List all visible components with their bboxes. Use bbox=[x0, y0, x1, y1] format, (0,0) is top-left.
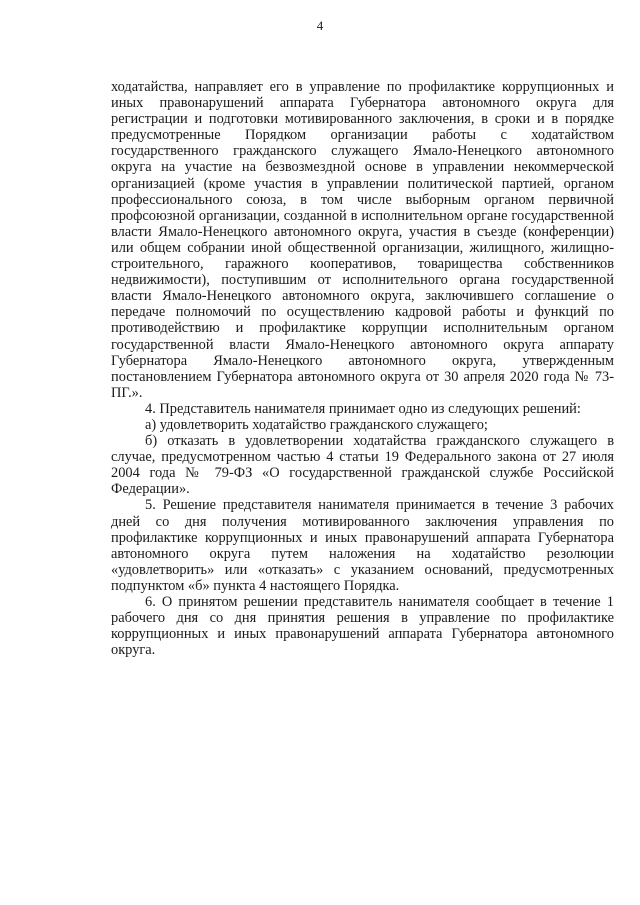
paragraph-item-6: 6. О принятом решении представитель нанимателя сообщает в течение 1 рабочего дня со дня принятия решения в управление по профилактике коррупционных и иных правонарушений аппарата Губернатора автономного округа. bbox=[111, 594, 614, 659]
paragraph-continuation: ходатайства, направляет его в управление по профилактике коррупционных и иных правонарушений аппарата Губернатора автономного округа для регистрации и подготовки мотивированного заключения, в сроки и в порядке предусмотренные Порядком организации работы с ходатайством государственного гражданского служащего Ямало-Ненецкого автономного округа на участие на безвозмездной основе в управлении некоммерческой организацией (кроме участия в управлении политической партией, органом профессионального союза, в том числе выборным органом первичной профсоюзной организации, созданной в исполнительном органе государственной власти Ямало-Ненецкого автономного округа, участия в съезде (конференции) или общем собрании иной общественной организации, жилищного, жилищно-строительного, гаражного кооперативов, товарищества собственников недвижимости), поступившим от исполнительного органа государственной власти Ямало-Ненецкого автономного округа, заключившего соглашение о передаче полномочий по осуществлению кадровой работы и функций по противодействию и профилактике коррупции исполнительным органом государственной власти Ямало-Ненецкого автономного округа аппарату Губернатора Ямало-Ненецкого автономного округа, утвержденным постановлением Губернатора автономного округа от 30 апреля 2020 года № 73-ПГ.». bbox=[111, 79, 614, 401]
document-body bbox=[111, 79, 614, 658]
paragraph-item-4: 4. Представитель нанимателя принимает одно из следующих решений: bbox=[145, 400, 581, 417]
paragraph-item-5: 5. Решение представителя нанимателя принимается в течение 3 рабочих дней со дня получения мотивированного заключения управления по профилактике коррупционных и иных правонарушений аппарата Губернатора автономного округа путем наложения на ходатайство резолюции «удовлетворить» или «отказать» с указанием оснований, предусмотренных подпунктом «б» пункта 4 настоящего Порядка. bbox=[111, 497, 614, 594]
page-number: 4 bbox=[316, 18, 324, 33]
paragraph-subitem-b: б) отказать в удовлетворении ходатайства гражданского служащего в случае, предусмотренном частью 4 статьи 19 Федерального закона от 27 июля 2004 года № 79-ФЗ «О государственной гражданской службе Российской Федерации». bbox=[111, 433, 614, 498]
paragraph-subitem-a: а) удовлетворить ходатайство гражданского служащего; bbox=[145, 416, 488, 433]
